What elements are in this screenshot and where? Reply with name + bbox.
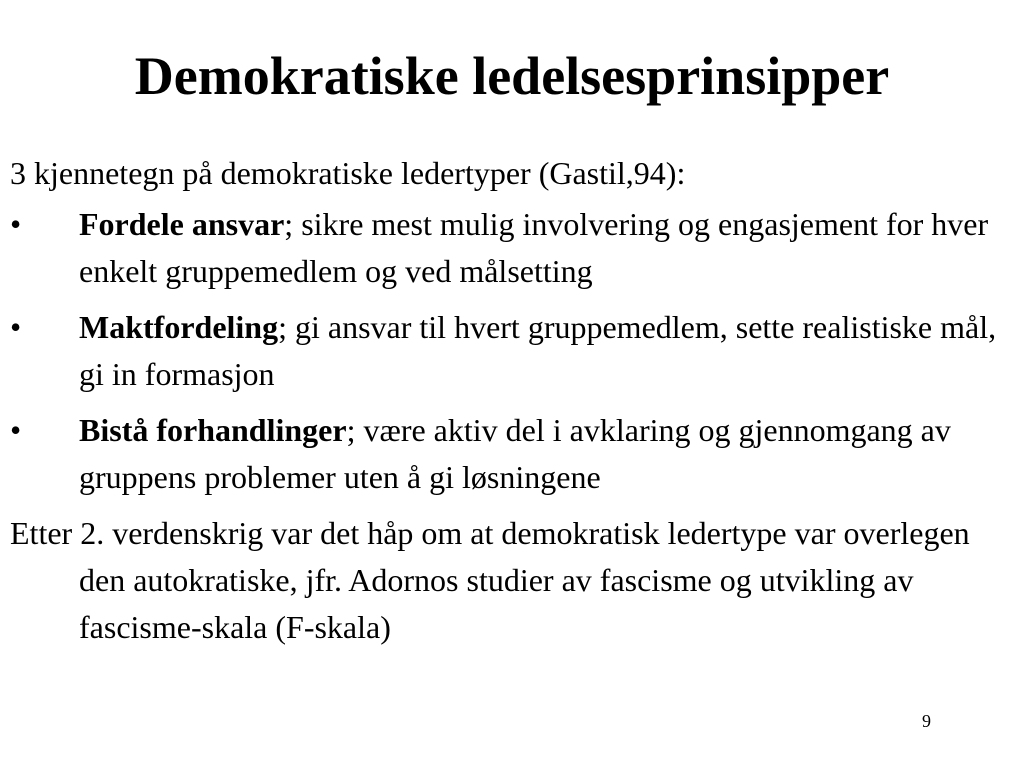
bullet-list [10, 201, 1015, 501]
bullet-icon: • [10, 309, 22, 345]
bullet-text: ; sikre mest mulig involvering og engasjement for hver enkelt gruppemedlem og ved målsetting [79, 206, 989, 289]
slide-content [10, 150, 1015, 651]
bullet-text: ; være aktiv del i avklaring og gjennomgang av gruppens problemer uten å gi løsningene [79, 412, 951, 495]
bullet-item [10, 201, 1015, 295]
bullet-term: Fordele ansvar [79, 206, 285, 242]
bullet-term: Bistå forhandlinger [79, 412, 347, 448]
bullet-term: Maktfordeling [79, 309, 279, 345]
page-number: 9 [922, 711, 931, 731]
outro-text: Etter 2. verdenskrig var det håp om at demokratisk ledertype var overlegen den autokratiske, jfr. Adornos studier av fascisme og utvikling av fascisme-skala (F-skala) [10, 515, 970, 645]
bullet-item [10, 407, 1015, 501]
bullet-icon: • [10, 206, 22, 242]
bullet-item [10, 304, 1015, 398]
intro-text: 3 kjennetegn på demokratiske ledertyper (Gastil,94): [10, 155, 686, 191]
bullet-text: ; gi ansvar til hvert gruppemedlem, sette realistiske mål, gi in formasjon [79, 309, 997, 392]
slide-title: Demokratiske ledelsesprinsipper [134, 46, 890, 106]
bullet-icon: • [10, 412, 22, 448]
